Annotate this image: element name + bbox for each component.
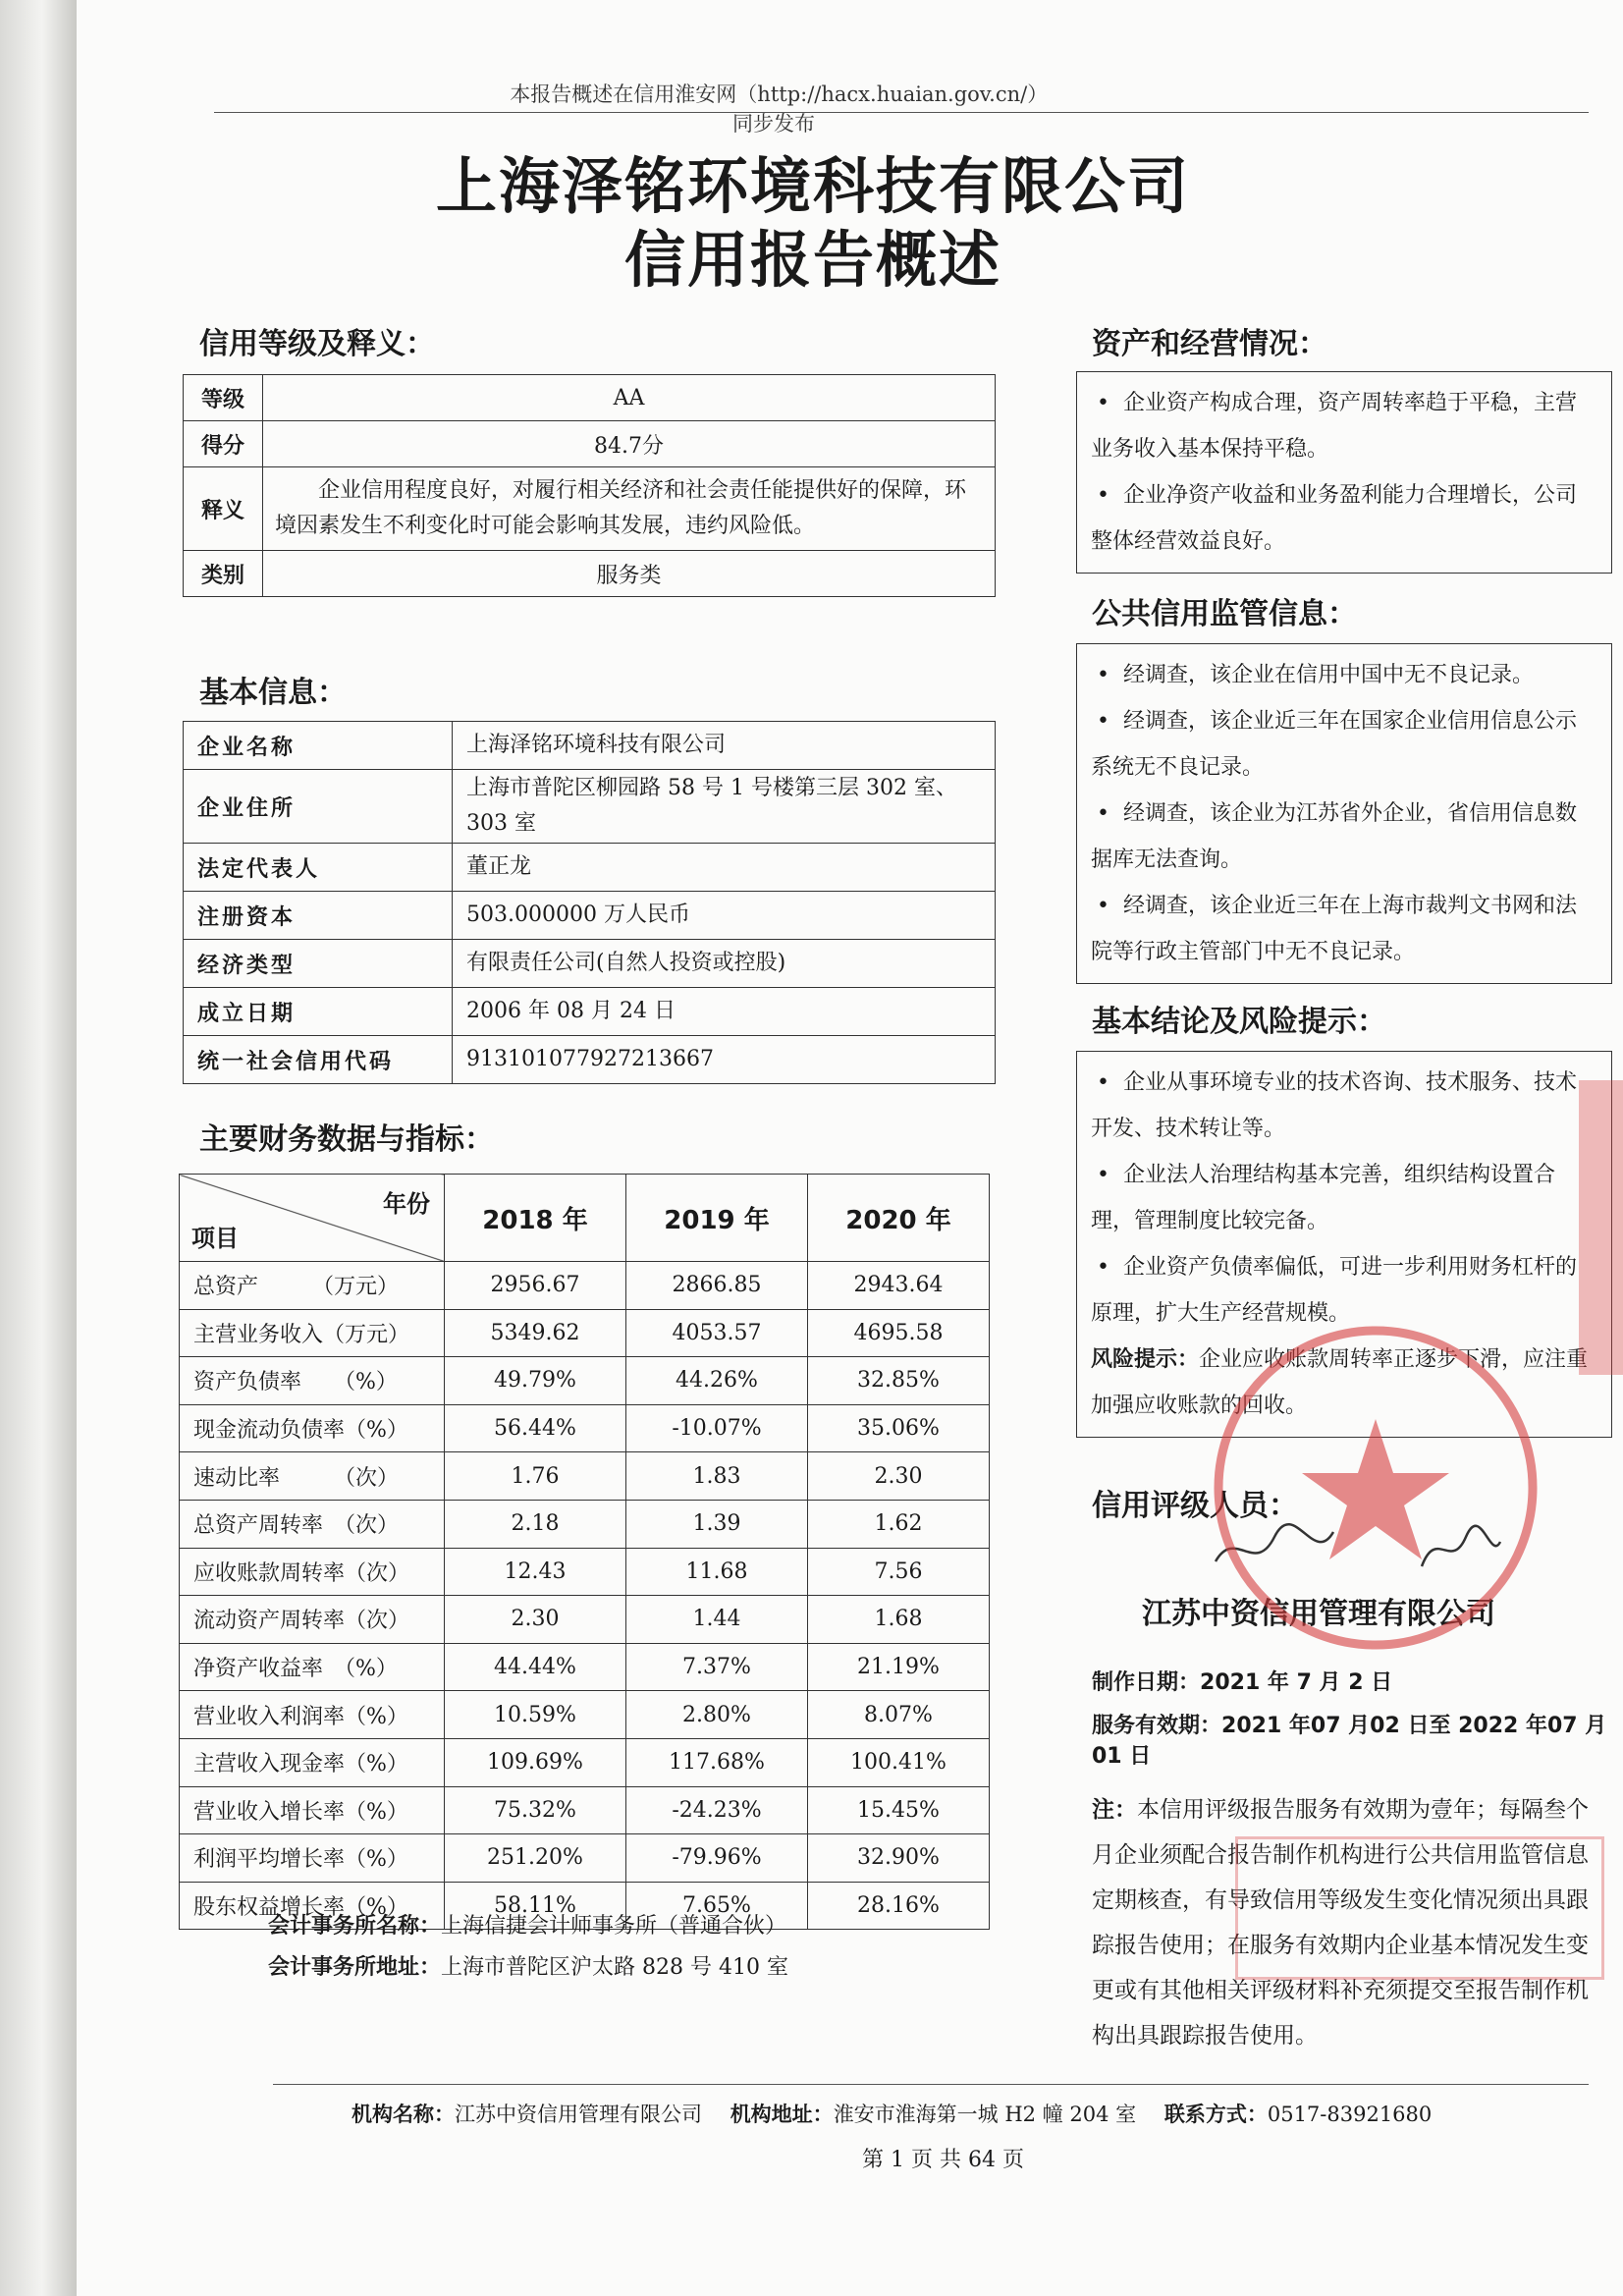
finance-item: 资产负债率 （%） xyxy=(180,1357,445,1405)
table-row xyxy=(180,1786,990,1834)
basic-label: 成立日期 xyxy=(184,988,453,1036)
finance-value: 5349.62 xyxy=(445,1309,626,1357)
table-row xyxy=(184,844,996,892)
finance-item: 营业收入利润率（%） xyxy=(180,1691,445,1739)
finance-value: 117.68% xyxy=(626,1738,808,1786)
finance-value: 75.32% xyxy=(445,1786,626,1834)
basic-value: 上海泽铭环境科技有限公司 xyxy=(453,722,996,770)
footer-contact-label: 联系方式： xyxy=(1163,2103,1268,2126)
table-row xyxy=(180,1309,990,1357)
finance-value: 1.76 xyxy=(445,1452,626,1501)
public-item: • 经调查，该企业近三年在上海市裁判文书网和法院等行政主管部门中无不良记录。 xyxy=(1091,883,1597,975)
public-box xyxy=(1076,643,1612,984)
corner-item: 项目 xyxy=(191,1225,239,1252)
raters-title: 信用评级人员： xyxy=(1092,1489,1298,1523)
finance-value: 49.79% xyxy=(445,1357,626,1405)
basic-label: 注册资本 xyxy=(184,892,453,940)
section-conclusion-title: 基本结论及风险提示： xyxy=(1092,1005,1386,1039)
finance-value: 1.62 xyxy=(808,1500,990,1548)
table-row xyxy=(184,892,996,940)
valid-period: 2021 年07 月02 日至 2022 年07 月01 日 xyxy=(1092,1714,1607,1769)
corner-year: 年份 xyxy=(383,1190,430,1218)
basic-value: 2006 年 08 月 24 日 xyxy=(453,988,996,1036)
firm-addr-line xyxy=(268,1950,788,1981)
footer-org-label: 机构名称： xyxy=(352,2103,455,2126)
finance-value: 2956.67 xyxy=(445,1262,626,1310)
finance-value: 2.30 xyxy=(445,1596,626,1644)
table-row xyxy=(180,1834,990,1883)
note-text: 本信用评级报告服务有效期为壹年；每隔叁个月企业须配合报告制作机构进行公共信用监管信息定期核查，有导致信用等级发生变化情况须出具跟踪报告使用；在服务有效期内企业基本情况发生变更或有其他相关评级材料补充须提交至报告制作机构出具跟踪报告使用。 xyxy=(1092,1797,1589,2049)
table-row xyxy=(184,770,996,844)
basic-value: 503.000000 万人民币 xyxy=(453,892,996,940)
binding-shadow xyxy=(0,0,77,2296)
finance-value: 1.44 xyxy=(626,1596,808,1644)
made-date-line xyxy=(1092,1666,1392,1696)
finance-value: 7.65% xyxy=(626,1882,808,1930)
finance-item: 利润平均增长率（%） xyxy=(180,1834,445,1883)
footer-contact: 0517-83921680 xyxy=(1267,2103,1433,2126)
finance-item: 股东权益增长率（%） xyxy=(180,1882,445,1930)
firm-name: 上海信捷会计师事务所（普通合伙） xyxy=(441,1914,787,1939)
finance-value: 21.19% xyxy=(808,1643,990,1691)
finance-item: 营业收入增长率（%） xyxy=(180,1786,445,1834)
finance-value: 44.26% xyxy=(626,1357,808,1405)
finance-value: 32.90% xyxy=(808,1834,990,1883)
finance-value: 58.11% xyxy=(445,1882,626,1930)
year-header: 2019 年 xyxy=(626,1175,808,1262)
table-row xyxy=(180,1691,990,1739)
basic-label: 统一社会信用代码 xyxy=(184,1036,453,1084)
table-row xyxy=(180,1596,990,1644)
finance-value: 12.43 xyxy=(445,1548,626,1596)
finance-value: 1.68 xyxy=(808,1596,990,1644)
finance-value: 1.83 xyxy=(626,1452,808,1501)
finance-value: 15.45% xyxy=(808,1786,990,1834)
firm-addr: 上海市普陀区沪太路 828 号 410 室 xyxy=(441,1955,788,1980)
year-header: 2018 年 xyxy=(445,1175,626,1262)
basic-value: 董正龙 xyxy=(453,844,996,892)
category-label: 类别 xyxy=(184,551,263,597)
grade-label: 等级 xyxy=(184,375,263,421)
conclusion-box xyxy=(1076,1051,1612,1438)
table-row xyxy=(184,551,996,597)
basic-table xyxy=(183,721,996,1084)
table-row xyxy=(180,1404,990,1452)
explain-label: 释义 xyxy=(184,467,263,551)
footer xyxy=(352,2099,1432,2128)
finance-item: 流动资产周转率（次） xyxy=(180,1596,445,1644)
finance-value: 10.59% xyxy=(445,1691,626,1739)
assets-item: • 企业净资产收益和业务盈利能力合理增长，公司整体经营效益良好。 xyxy=(1091,472,1597,565)
section-basic-title: 基本信息： xyxy=(199,676,347,710)
finance-value: -10.07% xyxy=(626,1404,808,1452)
explain-value: 企业信用程度良好，对履行相关经济和社会责任能提供好的保障，环境因素发生不利变化时可能会影响其发展，违约风险低。 xyxy=(263,467,996,551)
made-date: 2021 年 7 月 2 日 xyxy=(1200,1670,1393,1695)
basic-label: 企业名称 xyxy=(184,722,453,770)
section-finance-title: 主要财务数据与指标： xyxy=(199,1122,494,1157)
finance-value: 7.37% xyxy=(626,1643,808,1691)
finance-value: 28.16% xyxy=(808,1882,990,1930)
footer-addr: 淮安市淮海第一城 H2 幢 204 室 xyxy=(833,2103,1137,2126)
public-item: • 经调查，该企业近三年在国家企业信用信息公示系统无不良记录。 xyxy=(1091,698,1597,791)
finance-item: 主营收入现金率（%） xyxy=(180,1738,445,1786)
basic-label: 经济类型 xyxy=(184,940,453,988)
basic-value: 上海市普陀区柳园路 58 号 1 号楼第三层 302 室、303 室 xyxy=(453,770,996,844)
table-row xyxy=(180,1643,990,1691)
basic-label: 法定代表人 xyxy=(184,844,453,892)
finance-value: 32.85% xyxy=(808,1357,990,1405)
corner-cell xyxy=(180,1175,445,1262)
table-row xyxy=(184,467,996,551)
finance-value: 1.39 xyxy=(626,1500,808,1548)
footer-rule xyxy=(273,2084,1589,2085)
year-header: 2020 年 xyxy=(808,1175,990,1262)
section-credit-title: 信用等级及释义： xyxy=(199,327,435,361)
table-row xyxy=(184,421,996,467)
risk-text: 企业应收账款周转率正逐步下滑，应注重加强应收账款的回收。 xyxy=(1091,1347,1589,1418)
finance-value: 2866.85 xyxy=(626,1262,808,1310)
finance-value: 109.69% xyxy=(445,1738,626,1786)
score-value: 84.7分 xyxy=(263,421,996,467)
conclusion-item: • 企业法人治理结构基本完善，组织结构设置合理，管理制度比较完备。 xyxy=(1091,1152,1597,1244)
finance-value: 56.44% xyxy=(445,1404,626,1452)
finance-item: 应收账款周转率（次） xyxy=(180,1548,445,1596)
table-row xyxy=(180,1738,990,1786)
finance-value: 2.30 xyxy=(808,1452,990,1501)
assets-box xyxy=(1076,371,1612,574)
basic-label: 企业住所 xyxy=(184,770,453,844)
document-page xyxy=(77,0,1623,2296)
credit-table xyxy=(183,374,996,597)
finance-value: 7.56 xyxy=(808,1548,990,1596)
finance-item: 主营业务收入（万元） xyxy=(180,1309,445,1357)
conclusion-item: • 企业从事环境专业的技术咨询、技术服务、技术开发、技术转让等。 xyxy=(1091,1060,1597,1152)
table-row xyxy=(184,375,996,421)
firm-name-label: 会计事务所名称： xyxy=(268,1914,442,1939)
table-row xyxy=(184,988,996,1036)
finance-value: 11.68 xyxy=(626,1548,808,1596)
category-value: 服务类 xyxy=(263,551,996,597)
table-row xyxy=(184,1036,996,1084)
note xyxy=(1092,1787,1602,2058)
footer-addr-label: 机构地址： xyxy=(730,2103,834,2126)
conclusion-item: • 企业资产负债率偏低，可进一步利用财务杠杆的原理，扩大生产经营规模。 xyxy=(1091,1244,1597,1337)
finance-item: 总资产周转率 （次） xyxy=(180,1500,445,1548)
basic-value: 913101077927213667 xyxy=(453,1036,996,1084)
public-item: • 经调查，该企业为江苏省外企业，省信用信息数据库无法查询。 xyxy=(1091,791,1597,883)
risk-line xyxy=(1091,1337,1597,1429)
firm-addr-label: 会计事务所地址： xyxy=(268,1955,442,1980)
assets-item: • 企业资产构成合理，资产周转率趋于平稳，主营业务收入基本保持平稳。 xyxy=(1091,380,1597,472)
score-label: 得分 xyxy=(184,421,263,467)
basic-value: 有限责任公司(自然人投资或控股) xyxy=(453,940,996,988)
finance-value: 44.44% xyxy=(445,1643,626,1691)
firm-name-line xyxy=(268,1909,786,1940)
finance-value: 8.07% xyxy=(808,1691,990,1739)
finance-value: 2943.64 xyxy=(808,1262,990,1310)
section-public-title: 公共信用监管信息： xyxy=(1092,597,1357,631)
grade-value: AA xyxy=(263,375,996,421)
note-label: 注： xyxy=(1092,1797,1137,1823)
made-date-label: 制作日期： xyxy=(1092,1670,1201,1695)
finance-value: -24.23% xyxy=(626,1786,808,1834)
finance-item: 总资产 （万元） xyxy=(180,1262,445,1310)
page-number: 第 1 页 共 64 页 xyxy=(862,2148,1024,2172)
title-report: 信用报告概述 xyxy=(623,224,1001,296)
finance-value: 4053.57 xyxy=(626,1309,808,1357)
header-note: 本报告概述在信用淮安网（http://hacx.huaian.gov.cn/）同步发布 xyxy=(510,82,1038,136)
table-row xyxy=(180,1452,990,1501)
finance-value: -79.96% xyxy=(626,1834,808,1883)
finance-table xyxy=(179,1174,990,1930)
finance-value: 4695.58 xyxy=(808,1309,990,1357)
risk-label: 风险提示： xyxy=(1091,1347,1200,1372)
rating-company: 江苏中资信用管理有限公司 xyxy=(1142,1597,1495,1631)
table-row xyxy=(180,1262,990,1310)
header-rule xyxy=(214,112,1589,113)
table-row xyxy=(184,940,996,988)
finance-value: 35.06% xyxy=(808,1404,990,1452)
finance-item: 速动比率 （次） xyxy=(180,1452,445,1501)
finance-item: 现金流动负债率（%） xyxy=(180,1404,445,1452)
finance-item: 净资产收益率 （%） xyxy=(180,1643,445,1691)
table-row xyxy=(180,1548,990,1596)
finance-value: 2.80% xyxy=(626,1691,808,1739)
valid-line xyxy=(1092,1709,1623,1770)
finance-value: 100.41% xyxy=(808,1738,990,1786)
table-row xyxy=(180,1500,990,1548)
valid-label: 服务有效期： xyxy=(1092,1714,1222,1738)
table-row xyxy=(184,722,996,770)
footer-org: 江苏中资信用管理有限公司 xyxy=(455,2103,702,2126)
finance-header-row xyxy=(180,1175,990,1262)
public-item: • 经调查，该企业在信用中国中无不良记录。 xyxy=(1091,652,1597,698)
table-row xyxy=(180,1357,990,1405)
section-assets-title: 资产和经营情况： xyxy=(1092,327,1327,361)
finance-value: 2.18 xyxy=(445,1500,626,1548)
title-company: 上海泽铭环境科技有限公司 xyxy=(435,150,1190,222)
finance-value: 251.20% xyxy=(445,1834,626,1883)
